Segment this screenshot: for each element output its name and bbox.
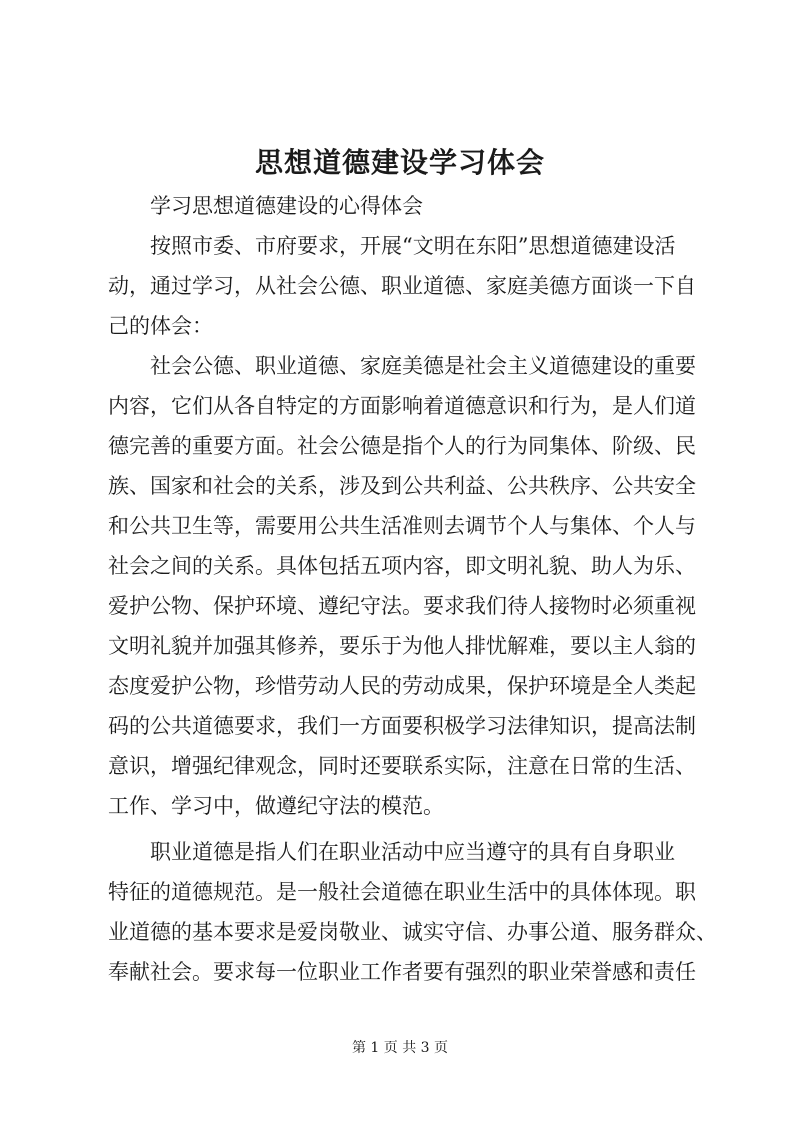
- document-subtitle: 学习思想道德建设的心得体会: [150, 194, 423, 218]
- paragraph-line: 己的体会：: [108, 314, 213, 338]
- paragraph-line: 爱护公物、保护环境、遵纪守法。要求我们待人接物时必须重视: [108, 594, 696, 618]
- page-footer: 第 1 页 共 3 页: [351, 1040, 449, 1056]
- paragraph-line: 职业道德是指人们在职业活动中应当遵守的具有自身职业: [150, 840, 675, 864]
- paragraph-line: 社会公德、职业道德、家庭美德是社会主义道德建设的重要: [150, 354, 696, 378]
- document-body: [108, 186, 717, 992]
- paragraph-line: 业道德的基本要求是爱岗敬业、诚实守信、办事公道、服务群众、: [108, 920, 717, 944]
- paragraph-line: 德完善的重要方面。社会公德是指个人的行为同集体、阶级、民: [108, 434, 696, 458]
- paragraph-line: 意识，增强纪律观念，同时还要联系实际，注意在日常的生活、: [108, 754, 696, 778]
- paragraph-line: 工作、学习中，做遵纪守法的模范。: [108, 794, 444, 818]
- paragraph-line: 文明礼貌并加强其修养，要乐于为他人排忧解难，要以主人翁的: [108, 634, 696, 658]
- paragraph: [108, 832, 717, 992]
- paragraph-line: 奉献社会。要求每一位职业工作者要有强烈的职业荣誉感和责任: [108, 960, 696, 984]
- document-title: 思想道德建设学习体会: [254, 146, 545, 179]
- paragraph-line: 特征的道德规范。是一般社会道德在职业生活中的具体体现。职: [108, 880, 696, 904]
- paragraph-line: 社会之间的关系。具体包括五项内容，即文明礼貌、助人为乐、: [108, 554, 696, 578]
- paragraph-line: 码的公共道德要求，我们一方面要积极学习法律知识，提高法制: [108, 714, 696, 738]
- paragraph-line: 动，通过学习，从社会公德、职业道德、家庭美德方面谈一下自: [108, 274, 696, 298]
- paragraph: [108, 346, 708, 826]
- paragraph-line: 和公共卫生等，需要用公共生活准则去调节个人与集体、个人与: [108, 514, 696, 538]
- paragraph-line: 按照市委、市府要求，开展“文明在东阳”思想道德建设活: [150, 234, 676, 258]
- paragraph-line: 族、国家和社会的关系，涉及到公共利益、公共秩序、公共安全: [108, 474, 696, 498]
- paragraph: [108, 226, 708, 346]
- paragraph-line: 态度爱护公物，珍惜劳动人民的劳动成果，保护环境是全人类起: [108, 674, 696, 698]
- paragraph-line: 内容，它们从各自特定的方面影响着道德意识和行为，是人们道: [108, 394, 696, 418]
